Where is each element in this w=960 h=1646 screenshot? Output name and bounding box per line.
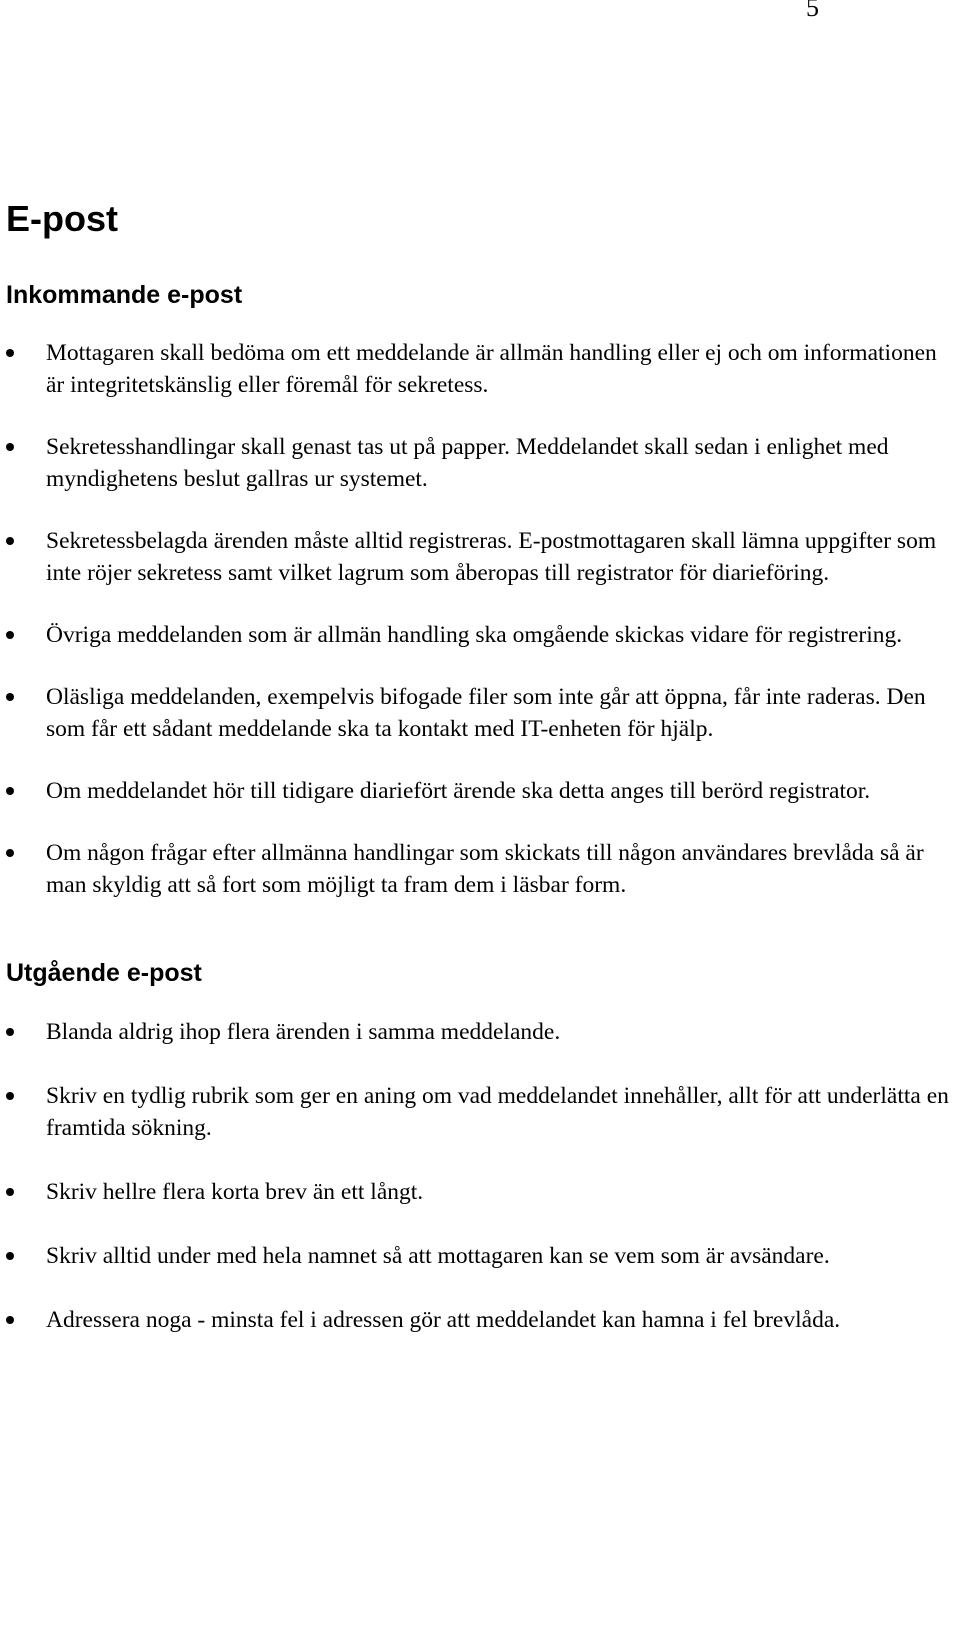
- bullet-icon: [6, 349, 14, 357]
- list-item-text: Skriv en tydlig rubrik som ger en aning om vad meddelandet innehåller, allt för att underlätta en framtida sökning.: [46, 1082, 949, 1141]
- bullet-icon: [6, 693, 14, 701]
- list-item-text: Sekretesshandlingar skall genast tas ut på papper. Meddelandet skall sedan i enlighet med myndighetens beslut gallras ur systemet.: [46, 434, 889, 493]
- list-item: [6, 837, 951, 901]
- section-heading-incoming: Inkommande e-post: [6, 280, 243, 309]
- bullet-icon: [6, 1092, 14, 1100]
- list-item: [6, 775, 951, 807]
- bullet-icon: [6, 1316, 14, 1324]
- list-item-text: Om någon frågar efter allmänna handlingar som skickats till någon användares brevlåda så är man skyldig att så fort som möjligt ta fram dem i läsbar form.: [46, 840, 924, 899]
- list-item-text: Sekretessbelagda ärenden måste alltid registreras. E-postmottagaren skall lämna uppgifter som inte röjer sekretess samt vilket lagrum som åberopas till registrator för diarieföring.: [46, 528, 937, 587]
- bullet-icon: [6, 849, 14, 857]
- list-item: [6, 1080, 951, 1144]
- list-item-text: Övriga meddelanden som är allmän handling ska omgående skickas vidare för registrering.: [46, 622, 903, 649]
- bullet-icon: [6, 1188, 14, 1196]
- list-item-text: Skriv alltid under med hela namnet så att mottagaren kan se vem som är avsändare.: [46, 1242, 830, 1269]
- bullet-icon: [6, 787, 14, 795]
- bullet-list-outgoing: [6, 1016, 951, 1336]
- list-item-text: Oläsliga meddelanden, exempelvis bifogade filer som inte går att öppna, får inte raderas. Den som får ett sådant meddelande ska ta kontakt med IT-enheten för hjälp.: [46, 684, 926, 743]
- list-item-text: Mottagaren skall bedöma om ett meddelande är allmän handling eller ej och om informationen är integritetskänslig eller föremål för sekretess.: [46, 340, 937, 399]
- bullet-icon: [6, 443, 14, 451]
- list-item: [6, 619, 951, 651]
- bullet-list-incoming: [6, 337, 951, 901]
- list-item-text: Blanda aldrig ihop flera ärenden i samma meddelande.: [46, 1018, 561, 1045]
- list-item: [6, 1304, 951, 1336]
- list-item: [6, 1176, 951, 1208]
- bullet-icon: [6, 537, 14, 545]
- list-item: [6, 525, 951, 589]
- list-item: [6, 1240, 951, 1272]
- list-item: [6, 431, 951, 495]
- list-item-text: Om meddelandet hör till tidigare diariefört ärende ska detta anges till berörd registrator.: [46, 778, 871, 805]
- bullet-icon: [6, 631, 14, 639]
- page-number: 5: [806, 0, 819, 22]
- document-body: [6, 196, 951, 1368]
- section-heading-outgoing: Utgående e-post: [6, 959, 202, 988]
- list-item: [6, 1016, 951, 1048]
- list-item-text: Skriv hellre flera korta brev än ett långt.: [46, 1178, 424, 1205]
- list-item-text: Adressera noga - minsta fel i adressen gör att meddelandet kan hamna i fel brevlåda.: [46, 1306, 841, 1333]
- bullet-icon: [6, 1028, 14, 1036]
- bullet-icon: [6, 1252, 14, 1260]
- list-item: [6, 337, 951, 401]
- list-item: [6, 681, 951, 745]
- document-title: E-post: [6, 198, 118, 239]
